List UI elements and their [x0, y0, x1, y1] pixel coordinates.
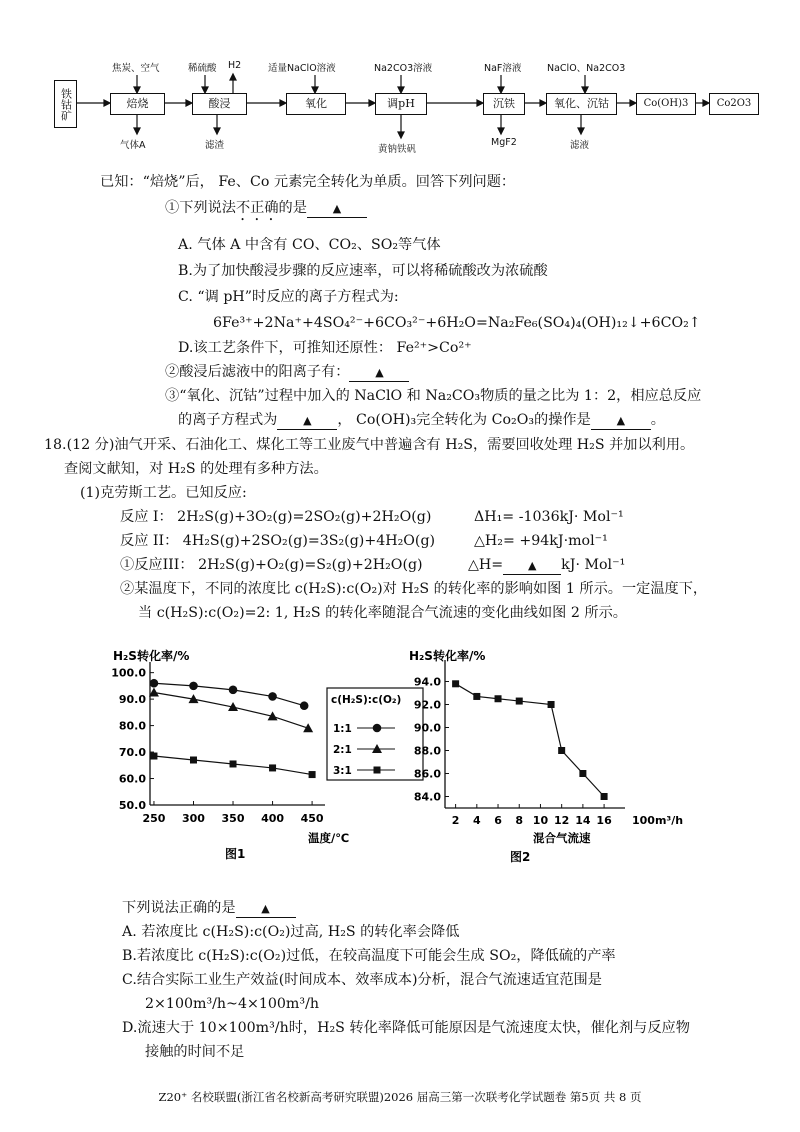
q18-reaction-2-dh: △H₂= +94kJ·mol⁻¹	[474, 533, 608, 549]
data-point	[548, 701, 555, 708]
box-adjust-ph: 调pH	[375, 93, 427, 115]
x-tick-label: 250	[142, 812, 166, 825]
x-tick-label: 2	[451, 814, 460, 827]
q17-option-b: B.为了加快酸浸步骤的反应速率，可以将稀硫酸改为浓硫酸	[178, 263, 548, 279]
y-tick-label: 86.0	[413, 767, 441, 781]
q18-choose-text: 下列说法正确的是	[122, 900, 236, 916]
x-tick-label: 6	[494, 814, 502, 827]
answer-blank[interactable]: ▲	[307, 201, 367, 218]
series-line	[456, 684, 604, 797]
data-point	[558, 747, 565, 754]
box-co-oh3: Co(OH)3	[636, 93, 696, 115]
legend-title: c(H₂S):c(O₂)	[331, 694, 402, 706]
data-point	[190, 757, 197, 764]
input-ph: Na2CO3溶液	[374, 63, 433, 74]
box-ore: 铁钴矿	[54, 80, 77, 128]
figure-1-chart	[105, 640, 445, 865]
data-point	[601, 793, 608, 800]
data-point	[269, 764, 276, 771]
output-residue: 滤渣	[205, 140, 225, 151]
q18-option-c-line1: C.结合实际工业生产效益(时间成本、效率成本)分析，混合气流速适宜范围是	[122, 972, 602, 988]
x-tick-label: 4	[472, 814, 481, 827]
input-oxidize: 适量NaClO溶液	[268, 63, 336, 74]
series-line-1	[154, 683, 304, 706]
x-tick-label: 400	[261, 812, 285, 825]
output-mgf2: MgF2	[491, 137, 517, 148]
y-axis-title: H₂S转化率/%	[113, 649, 190, 663]
q17-sub3-end: 。	[650, 412, 665, 428]
y-tick-label: 60.0	[118, 772, 146, 786]
input-co: NaClO、Na2CO3	[547, 63, 626, 74]
q17-sub1	[165, 198, 367, 224]
q17-option-a: A. 气体 A 中含有 CO、CO₂、SO₂等气体	[178, 237, 441, 253]
q17-sub3-line2	[178, 410, 665, 430]
q17-known: 已知：“焙烧”后， Fe、Co 元素完全转化为单质。回答下列问题：	[100, 174, 516, 190]
q17-option-c: C. “调 pH”时反应的离子方程式为:	[178, 289, 399, 305]
q18-reaction-3: ①反应III： 2H₂S(g)+O₂(g)=S₂(g)+2H₂O(g)	[120, 557, 423, 573]
legend-label: 2:1	[333, 744, 352, 756]
x-tick-label: 12	[554, 814, 570, 827]
y-tick-label: 94.0	[413, 675, 441, 689]
q17-sub1-suffix: 的是	[278, 200, 307, 216]
data-point	[473, 693, 480, 700]
x-tick-label: 14	[575, 814, 591, 827]
q18-option-c-line2: 2×100m³/h~4×100m³/h	[145, 996, 319, 1012]
answer-blank[interactable]: ▲	[277, 413, 337, 430]
legend-label: 3:1	[333, 765, 352, 777]
output-gas-a: 气体A	[120, 140, 146, 151]
legend-marker	[373, 724, 382, 733]
box-leach: 酸浸	[192, 93, 247, 115]
q17-sub3-text-a: 的离子方程式为	[178, 412, 278, 428]
box-co2o3: Co2O3	[709, 93, 759, 115]
y-tick-label: 92.0	[413, 698, 441, 712]
q17-option-d: D.该工艺条件下，可推知还原性： Fe²⁺>Co²⁺	[178, 340, 472, 356]
data-point	[150, 753, 157, 760]
page-footer: Z20⁺ 名校联盟(浙江省名校新高考研究联盟)2026 届高三第一次联考化学试题卷 第5页 共 8 页	[158, 1090, 642, 1104]
figure-2-chart	[395, 640, 715, 865]
q18-intro-line2: 查阅文献知，对 H₂S 的处理有多种方法。	[64, 461, 328, 477]
q17-sub1-emphasis: 不正确	[235, 200, 279, 216]
output-jarosite: 黄钠铁矾	[378, 144, 417, 155]
data-point	[150, 679, 159, 688]
q18-option-a: A. 若浓度比 c(H₂S):c(O₂)过高, H₂S 的转化率会降低	[122, 924, 460, 940]
input-leach: 稀硫酸	[188, 63, 217, 74]
q17-sub3-text-b: ， Co(OH)₃完全转化为 Co₂O₃的操作是	[337, 412, 591, 428]
x-tick-label: 350	[221, 812, 245, 825]
x-tick-label: 16	[596, 814, 612, 827]
input-fe: NaF溶液	[484, 63, 522, 74]
q17-option-c-equation: 6Fe³⁺+2Na⁺+4SO₄²⁻+6CO₃²⁻+6H₂O=Na₂Fe₆(SO₄)₄(OH)₁₂↓+6CO₂↑	[213, 315, 701, 331]
q18-dh-unit: kJ· Mol⁻¹	[561, 557, 626, 573]
y-tick-label: 90.0	[413, 721, 441, 735]
x-tick-label: 300	[182, 812, 205, 825]
y-tick-label: 90.0	[118, 693, 146, 707]
q17-sub2-text: ②酸浸后滤液中的阳离子有：	[165, 364, 350, 380]
data-point	[452, 680, 459, 687]
answer-blank[interactable]: ▲	[236, 901, 296, 918]
q18-option-b: B.若浓度比 c(H₂S):c(O₂)过低，在较高温度下可能会生成 SO₂，降低硫的产率	[122, 948, 616, 964]
box-oxidize: 氧化	[286, 93, 346, 115]
x-axis-title: 温度/℃	[308, 831, 350, 845]
answer-blank[interactable]: ▲	[349, 365, 409, 382]
legend-marker	[374, 767, 381, 774]
q18-reaction-3-dh	[468, 555, 625, 575]
q18-q2-line2: 当 c(H₂S):c(O₂)=2: 1, H₂S 的转化率随混合气流速的变化曲线如图 2 所示。	[138, 605, 627, 621]
input-roast: 焦炭、空气	[112, 63, 160, 74]
q18-reaction-1: 反应 I： 2H₂S(g)+3O₂(g)=2SO₂(g)+2H₂O(g)	[120, 509, 432, 525]
x-axis-unit: 100m³/h	[632, 814, 684, 827]
data-point	[516, 698, 523, 705]
data-point	[189, 682, 198, 691]
y-tick-label: 80.0	[118, 719, 146, 733]
y-tick-label: 88.0	[413, 744, 441, 758]
box-oxidize-precip-co: 氧化、沉钴	[546, 93, 617, 115]
x-tick-label: 450	[300, 812, 324, 825]
figure-caption: 图2	[510, 850, 531, 864]
data-point	[268, 692, 277, 701]
q17-sub2	[165, 362, 409, 382]
q18-choose	[122, 898, 296, 918]
q18-part1: (1)克劳斯工艺。已知反应:	[80, 485, 247, 501]
figure-caption: 图1	[225, 847, 246, 861]
y-tick-label: 84.0	[413, 790, 441, 804]
q17-sub1-prefix: ①下列说法	[165, 200, 236, 216]
q18-intro-line1: 18.(12 分)油气开采、石油化工、煤化工等工业废气中普遍含有 H₂S，需要回收处理 H₂S 并加以利用。	[44, 437, 695, 453]
y-tick-label: 100.0	[111, 666, 146, 680]
data-point	[300, 701, 309, 710]
box-roast: 焙烧	[110, 93, 165, 115]
data-point	[309, 771, 316, 778]
answer-blank[interactable]: ▲	[503, 558, 561, 575]
x-tick-label: 10	[532, 814, 549, 827]
legend-label: 1:1	[333, 723, 352, 735]
data-point	[229, 686, 238, 695]
x-axis-title: 混合气流速	[533, 831, 591, 845]
q18-reaction-2: 反应 II： 4H₂S(g)+2SO₂(g)=3S₂(g)+4H₂O(g)	[120, 533, 436, 549]
q18-option-d-line2: 接触的时间不足	[145, 1044, 245, 1060]
y-axis-title: H₂S转化率/%	[409, 649, 486, 663]
q17-sub3-line1: ③“氧化、沉钴”过程中加入的 NaClO 和 Na₂CO₃物质的量之比为 1：2，相应总反应	[165, 388, 702, 404]
q18-reaction-1-dh: ΔH₁= -1036kJ· Mol⁻¹	[474, 509, 624, 525]
gas-h2: H2	[228, 60, 242, 71]
data-point	[495, 695, 502, 702]
box-precip-fe: 沉铁	[483, 93, 525, 115]
q18-q2-line1: ②某温度下，不同的浓度比 c(H₂S):c(O₂)对 H₂S 的转化率的影响如图 1 所示。一定温度下，	[120, 581, 708, 597]
data-point	[579, 770, 586, 777]
y-tick-label: 50.0	[118, 799, 146, 812]
q18-dh-prefix: △H=	[468, 557, 504, 573]
x-tick-label: 8	[515, 814, 524, 827]
output-filtrate: 滤液	[570, 140, 590, 151]
answer-blank[interactable]: ▲	[591, 413, 651, 430]
data-point	[230, 760, 237, 767]
y-tick-label: 70.0	[118, 746, 146, 760]
q18-option-d-line1: D.流速大于 10×100m³/h时，H₂S 转化率降低可能原因是气流速度太快，催化剂与反应物	[122, 1020, 690, 1036]
data-point	[303, 723, 313, 732]
